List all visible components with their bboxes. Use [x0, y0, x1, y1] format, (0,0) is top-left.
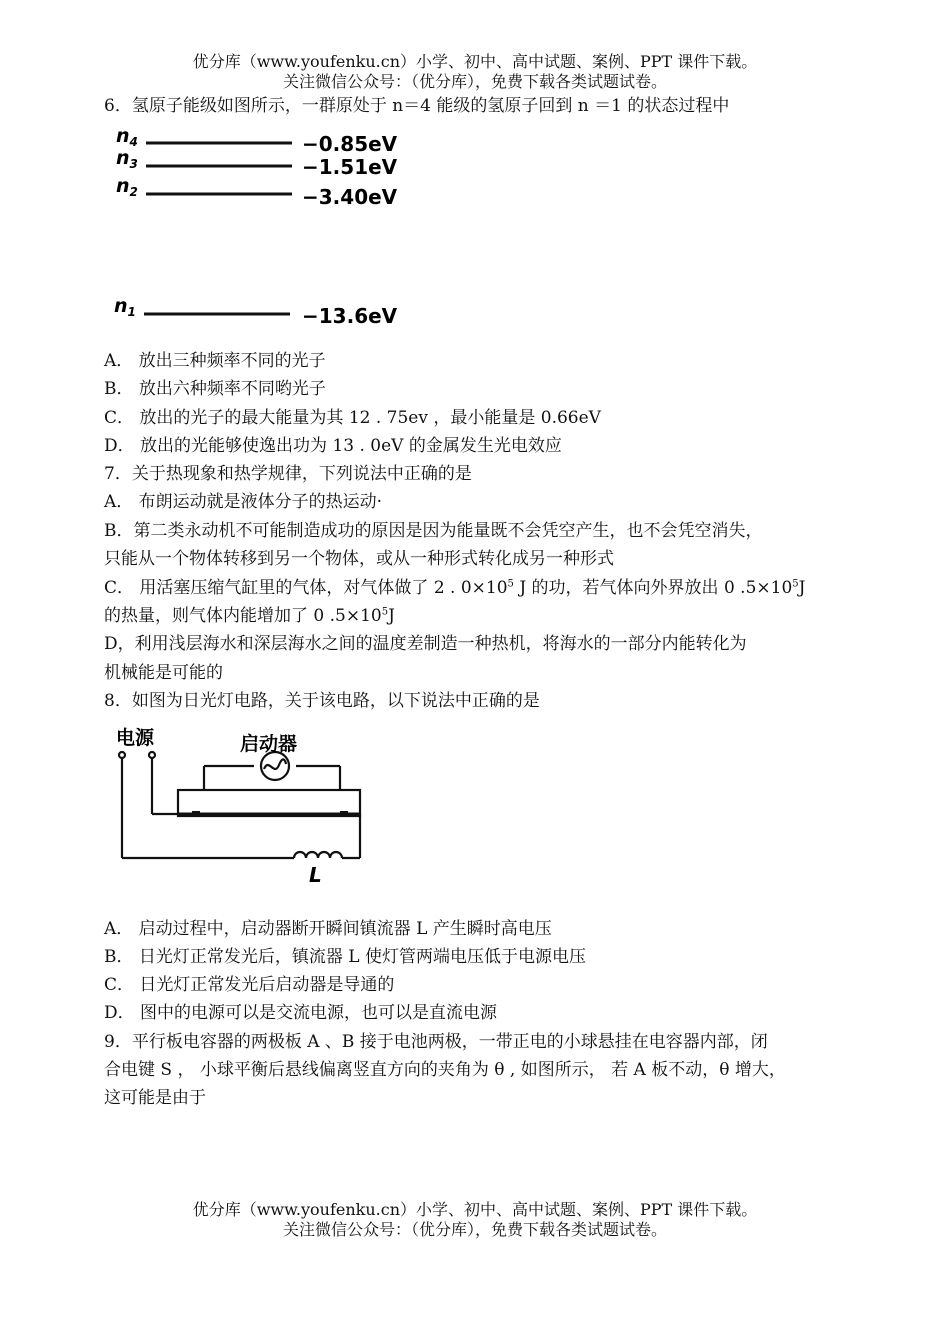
energy-value: −0.85eV [302, 132, 398, 156]
q8-option-a: A． 启动过程中，启动器断开瞬间镇流器 L 产生瞬时高电压 [104, 919, 552, 939]
svg-text:n1: $n_1$ [114, 295, 136, 319]
q6-option-b: B． 放出六种频率不同哟光子 [104, 379, 326, 399]
q7-option-c-line2: 的热量，则气体内能增加了 0 $.5\times 10^5J$ [104, 606, 395, 626]
q7-option-a: A． 布朗运动就是液体分子的热运动· [104, 492, 383, 512]
svg-text:n4: $n_4$ [116, 126, 138, 149]
q8-stem: 8．如图为日光灯电路，关于该电路，以下说法中正确的是 [104, 691, 540, 711]
energy-level-n4 [116, 126, 398, 156]
q7-option-b-line1: B．第二类永动机不可能制造成功的原因是因为能量既不会凭空产生，也不会凭空消失， [104, 521, 763, 541]
q8-option-b: B． 日光灯正常发光后，镇流器 L 使灯管两端电压低于电源电压 [104, 947, 586, 967]
svg-text:n3: $n_3$ [116, 147, 138, 171]
energy-level-diagram [104, 126, 424, 336]
svg-text:n2: $n_2$ [116, 175, 138, 199]
q7-option-d-line1: D，利用浅层海水和深层海水之间的温度差制造一种热机，将海水的一部分内能转化为 [104, 634, 747, 654]
q9-line-3: 这可能是由于 [104, 1088, 206, 1108]
header-line-2: 关注微信公众号：（优分库），免费下载各类试题试卷。 [282, 72, 667, 91]
inductor-label: L [309, 863, 322, 887]
q7-stem: 7．关于热现象和热学规律，下列说法中正确的是 [104, 464, 472, 484]
level-sub: 2 [129, 185, 138, 199]
q8-option-c: C． 日光灯正常发光后启动器是导通的 [104, 975, 395, 995]
q6-option-d: D． 放出的光能够使逸出功为 13 . 0eV 的金属发生光电效应 [104, 436, 562, 456]
q7-option-c-line1: C． 用活塞压缩气缸里的气体，对气体做了 2 . $0\times 10^5$ J 的功，若气体向外界放出 0 $.5\times 10^5J$ [104, 578, 806, 598]
level-sub: 4 [129, 135, 138, 149]
level-sub: 3 [129, 157, 138, 171]
header-line-1: 优分库（www.youfenku.cn）小学、初中、高中试题、案例、PPT 课件下载。 [192, 52, 758, 71]
energy-level-n2 [116, 175, 398, 209]
q8-option-d: D． 图中的电源可以是交流电源，也可以是直流电源 [104, 1003, 498, 1023]
footer-line-1: 优分库（www.youfenku.cn）小学、初中、高中试题、案例、PPT 课件下载。 [192, 1200, 758, 1219]
energy-value: −3.40eV [302, 185, 398, 209]
q7-option-d-line2: 机械能是可能的 [104, 663, 223, 683]
q9-line-1: 9．平行板电容器的两极板 A 、B 接于电池两极，一带正电的小球悬挂在电容器内部，闭 [104, 1032, 768, 1052]
q6-option-a: A． 放出三种频率不同的光子 [104, 351, 326, 371]
power-label: 电源 [116, 727, 155, 749]
footer-line-2: 关注微信公众号：（优分库），免费下载各类试题试卷。 [282, 1220, 667, 1239]
q7-option-b-line2: 只能从一个物体转移到另一个物体，或从一种形式转化成另一种形式 [104, 549, 614, 569]
level-sub: 1 [127, 305, 136, 319]
energy-value: −13.6eV [302, 304, 398, 328]
starter-label: 启动器 [240, 733, 298, 755]
fluorescent-lamp-circuit [104, 722, 374, 892]
q9-line-2: 合电键 S ， 小球平衡后悬线偏离竖直方向的夹角为 θ , 如图所示， 若 A 板不动，θ 增大， [104, 1060, 786, 1080]
energy-level-n1 [114, 295, 398, 328]
energy-value: −1.51eV [302, 155, 398, 179]
q6-option-c: C． 放出的光子的最大能量为其 12 . 75ev ，最小能量是 0.66eV [104, 408, 601, 428]
q6-stem: 6．氢原子能级如图所示，一群原处于 n＝4 能级的氢原子回到 n ＝1 的状态过程中 [104, 96, 730, 116]
